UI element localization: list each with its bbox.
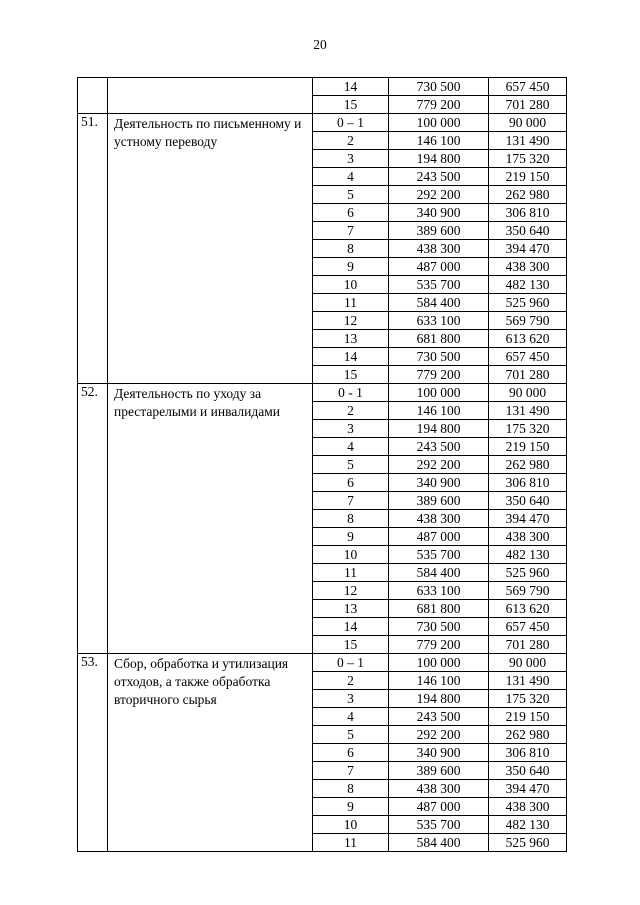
section-activity-name: Деятельность по уходу за престарелыми и инвалидами — [108, 384, 313, 654]
amount-cell: 100 000 — [389, 114, 489, 132]
amount-cell: 487 000 — [389, 258, 489, 276]
reduced-amount-cell: 262 980 — [489, 726, 567, 744]
table-row — [78, 114, 567, 132]
employee-count-cell: 5 — [313, 186, 389, 204]
employee-count-cell: 0 – 1 — [313, 114, 389, 132]
employee-count-cell: 8 — [313, 510, 389, 528]
employee-count-cell: 10 — [313, 276, 389, 294]
reduced-amount-cell: 175 320 — [489, 690, 567, 708]
reduced-amount-cell: 262 980 — [489, 186, 567, 204]
reduced-amount-cell: 350 640 — [489, 222, 567, 240]
section-number — [78, 78, 108, 114]
employee-count-cell: 7 — [313, 492, 389, 510]
reduced-amount-cell: 482 130 — [489, 816, 567, 834]
employee-count-cell: 7 — [313, 222, 389, 240]
section-activity-name: Деятельность по письменному и устному переводу — [108, 114, 313, 384]
employee-count-cell: 2 — [313, 402, 389, 420]
employee-count-cell: 4 — [313, 168, 389, 186]
reduced-amount-cell: 701 280 — [489, 366, 567, 384]
amount-cell: 779 200 — [389, 96, 489, 114]
reduced-amount-cell: 657 450 — [489, 78, 567, 96]
employee-count-cell: 0 – 1 — [313, 654, 389, 672]
employee-count-cell: 12 — [313, 582, 389, 600]
amount-cell: 146 100 — [389, 132, 489, 150]
reduced-amount-cell: 701 280 — [489, 96, 567, 114]
employee-count-cell: 3 — [313, 420, 389, 438]
employee-count-cell: 2 — [313, 672, 389, 690]
amount-cell: 730 500 — [389, 78, 489, 96]
table-body — [78, 78, 567, 852]
amount-cell: 389 600 — [389, 762, 489, 780]
amount-cell: 487 000 — [389, 798, 489, 816]
employee-count-cell: 11 — [313, 294, 389, 312]
employee-count-cell: 4 — [313, 438, 389, 456]
employee-count-cell: 9 — [313, 528, 389, 546]
section-number: 52. — [78, 384, 108, 654]
reduced-amount-cell: 613 620 — [489, 600, 567, 618]
reduced-amount-cell: 219 150 — [489, 168, 567, 186]
reduced-amount-cell: 90 000 — [489, 114, 567, 132]
amount-cell: 633 100 — [389, 582, 489, 600]
employee-count-cell: 14 — [313, 618, 389, 636]
employee-count-cell: 5 — [313, 726, 389, 744]
employee-count-cell: 6 — [313, 474, 389, 492]
amount-cell: 438 300 — [389, 780, 489, 798]
page-number: 20 — [313, 37, 327, 52]
amount-cell: 681 800 — [389, 600, 489, 618]
table-row — [78, 654, 567, 672]
employee-count-cell: 9 — [313, 798, 389, 816]
reduced-amount-cell: 525 960 — [489, 834, 567, 852]
reduced-amount-cell: 438 300 — [489, 528, 567, 546]
employee-count-cell: 5 — [313, 456, 389, 474]
employee-count-cell: 3 — [313, 690, 389, 708]
employee-count-cell: 11 — [313, 834, 389, 852]
employee-count-cell: 8 — [313, 780, 389, 798]
section-activity-name — [108, 78, 313, 114]
employee-count-cell: 8 — [313, 240, 389, 258]
employee-count-cell: 11 — [313, 564, 389, 582]
reduced-amount-cell: 219 150 — [489, 708, 567, 726]
reduced-amount-cell: 394 470 — [489, 780, 567, 798]
reduced-amount-cell: 657 450 — [489, 348, 567, 366]
employee-count-cell: 12 — [313, 312, 389, 330]
amount-cell: 438 300 — [389, 240, 489, 258]
reduced-amount-cell: 701 280 — [489, 636, 567, 654]
amount-cell: 487 000 — [389, 528, 489, 546]
amount-cell: 146 100 — [389, 402, 489, 420]
employee-count-cell: 0 - 1 — [313, 384, 389, 402]
amount-cell: 584 400 — [389, 294, 489, 312]
amount-cell: 292 200 — [389, 186, 489, 204]
reduced-amount-cell: 131 490 — [489, 672, 567, 690]
amount-cell: 194 800 — [389, 150, 489, 168]
amount-cell: 100 000 — [389, 384, 489, 402]
reduced-amount-cell: 482 130 — [489, 546, 567, 564]
reduced-amount-cell: 569 790 — [489, 312, 567, 330]
reduced-amount-cell: 131 490 — [489, 402, 567, 420]
reduced-amount-cell: 350 640 — [489, 762, 567, 780]
reduced-amount-cell: 657 450 — [489, 618, 567, 636]
employee-count-cell: 15 — [313, 636, 389, 654]
employee-count-cell: 3 — [313, 150, 389, 168]
reduced-amount-cell: 262 980 — [489, 456, 567, 474]
amount-cell: 340 900 — [389, 744, 489, 762]
amount-cell: 535 700 — [389, 276, 489, 294]
amount-cell: 194 800 — [389, 690, 489, 708]
reduced-amount-cell: 306 810 — [489, 204, 567, 222]
reduced-amount-cell: 394 470 — [489, 510, 567, 528]
amount-cell: 438 300 — [389, 510, 489, 528]
employee-count-cell: 2 — [313, 132, 389, 150]
employee-count-cell: 14 — [313, 78, 389, 96]
tariff-table — [77, 77, 567, 852]
amount-cell: 243 500 — [389, 168, 489, 186]
reduced-amount-cell: 175 320 — [489, 150, 567, 168]
reduced-amount-cell: 175 320 — [489, 420, 567, 438]
amount-cell: 389 600 — [389, 492, 489, 510]
section-number: 51. — [78, 114, 108, 384]
reduced-amount-cell: 90 000 — [489, 384, 567, 402]
amount-cell: 194 800 — [389, 420, 489, 438]
employee-count-cell: 6 — [313, 744, 389, 762]
section-number: 53. — [78, 654, 108, 852]
amount-cell: 681 800 — [389, 330, 489, 348]
amount-cell: 340 900 — [389, 474, 489, 492]
employee-count-cell: 13 — [313, 600, 389, 618]
amount-cell: 292 200 — [389, 456, 489, 474]
reduced-amount-cell: 613 620 — [489, 330, 567, 348]
reduced-amount-cell: 306 810 — [489, 474, 567, 492]
employee-count-cell: 10 — [313, 816, 389, 834]
amount-cell: 779 200 — [389, 636, 489, 654]
amount-cell: 730 500 — [389, 618, 489, 636]
amount-cell: 243 500 — [389, 708, 489, 726]
amount-cell: 633 100 — [389, 312, 489, 330]
reduced-amount-cell: 90 000 — [489, 654, 567, 672]
employee-count-cell: 10 — [313, 546, 389, 564]
employee-count-cell: 7 — [313, 762, 389, 780]
amount-cell: 584 400 — [389, 834, 489, 852]
reduced-amount-cell: 131 490 — [489, 132, 567, 150]
employee-count-cell: 4 — [313, 708, 389, 726]
reduced-amount-cell: 569 790 — [489, 582, 567, 600]
reduced-amount-cell: 306 810 — [489, 744, 567, 762]
amount-cell: 730 500 — [389, 348, 489, 366]
table-row — [78, 78, 567, 96]
amount-cell: 243 500 — [389, 438, 489, 456]
table-row — [78, 384, 567, 402]
amount-cell: 779 200 — [389, 366, 489, 384]
reduced-amount-cell: 438 300 — [489, 798, 567, 816]
section-activity-name: Сбор, обработка и утилизация отходов, а также обработка вторичного сырья — [108, 654, 313, 852]
reduced-amount-cell: 525 960 — [489, 564, 567, 582]
employee-count-cell: 9 — [313, 258, 389, 276]
amount-cell: 100 000 — [389, 654, 489, 672]
employee-count-cell: 13 — [313, 330, 389, 348]
amount-cell: 146 100 — [389, 672, 489, 690]
amount-cell: 535 700 — [389, 546, 489, 564]
reduced-amount-cell: 482 130 — [489, 276, 567, 294]
amount-cell: 584 400 — [389, 564, 489, 582]
amount-cell: 340 900 — [389, 204, 489, 222]
reduced-amount-cell: 525 960 — [489, 294, 567, 312]
amount-cell: 389 600 — [389, 222, 489, 240]
amount-cell: 292 200 — [389, 726, 489, 744]
employee-count-cell: 15 — [313, 366, 389, 384]
reduced-amount-cell: 438 300 — [489, 258, 567, 276]
employee-count-cell: 15 — [313, 96, 389, 114]
reduced-amount-cell: 394 470 — [489, 240, 567, 258]
employee-count-cell: 14 — [313, 348, 389, 366]
employee-count-cell: 6 — [313, 204, 389, 222]
reduced-amount-cell: 350 640 — [489, 492, 567, 510]
reduced-amount-cell: 219 150 — [489, 438, 567, 456]
amount-cell: 535 700 — [389, 816, 489, 834]
